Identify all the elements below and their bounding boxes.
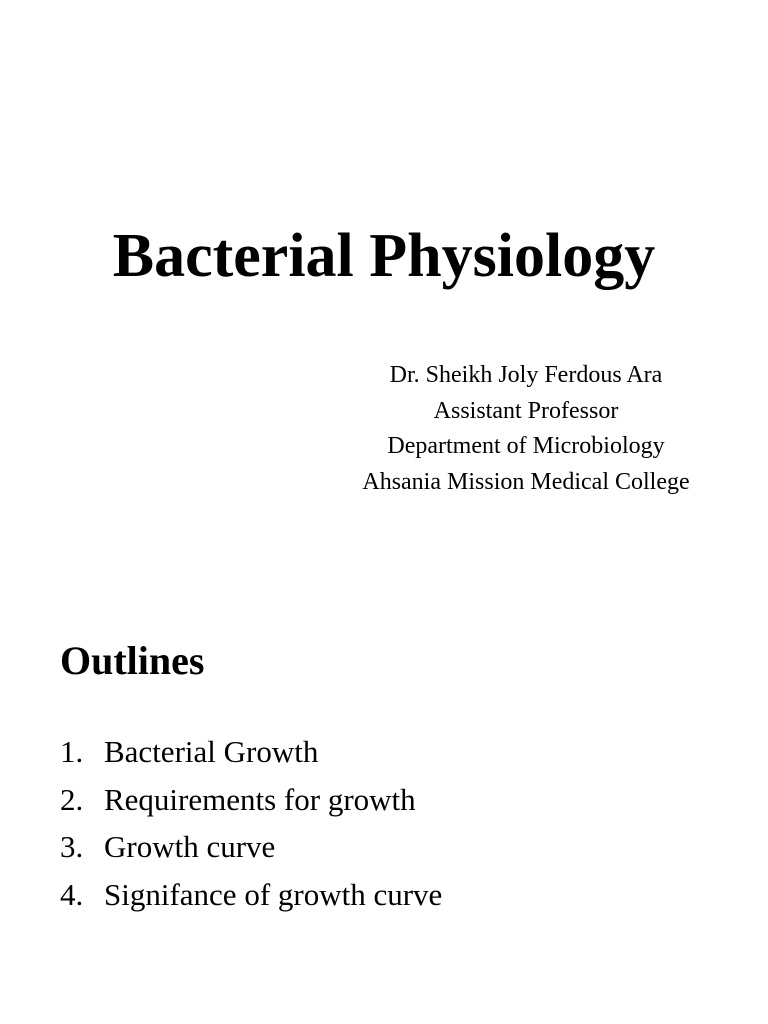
- list-item-number: 4.: [60, 876, 84, 912]
- list-item: [60, 776, 442, 824]
- list-item-text: Growth curve: [104, 829, 276, 864]
- list-item: [60, 728, 442, 776]
- list-item-number: 2.: [60, 781, 84, 817]
- author-block: [330, 358, 722, 500]
- author-institution: Ahsania Mission Medical College: [362, 468, 690, 495]
- author-name: Dr. Sheikh Joly Ferdous Ara: [389, 362, 663, 388]
- page-title: Bacterial Physiology: [112, 222, 656, 290]
- list-item-number: 1.: [60, 734, 84, 769]
- list-item: [60, 871, 442, 919]
- list-item-text: Signifance of growth curve: [104, 876, 443, 912]
- list-item-text: Requirements for growth: [104, 781, 416, 817]
- list-item-text: Bacterial Growth: [104, 734, 319, 769]
- author-department: Department of Microbiology: [387, 433, 665, 459]
- list-item-number: 3.: [60, 829, 84, 864]
- list-item: [60, 823, 442, 871]
- outline-list: [60, 728, 442, 918]
- author-position: Assistant Professor: [433, 397, 619, 424]
- outlines-heading: Outlines: [60, 638, 205, 683]
